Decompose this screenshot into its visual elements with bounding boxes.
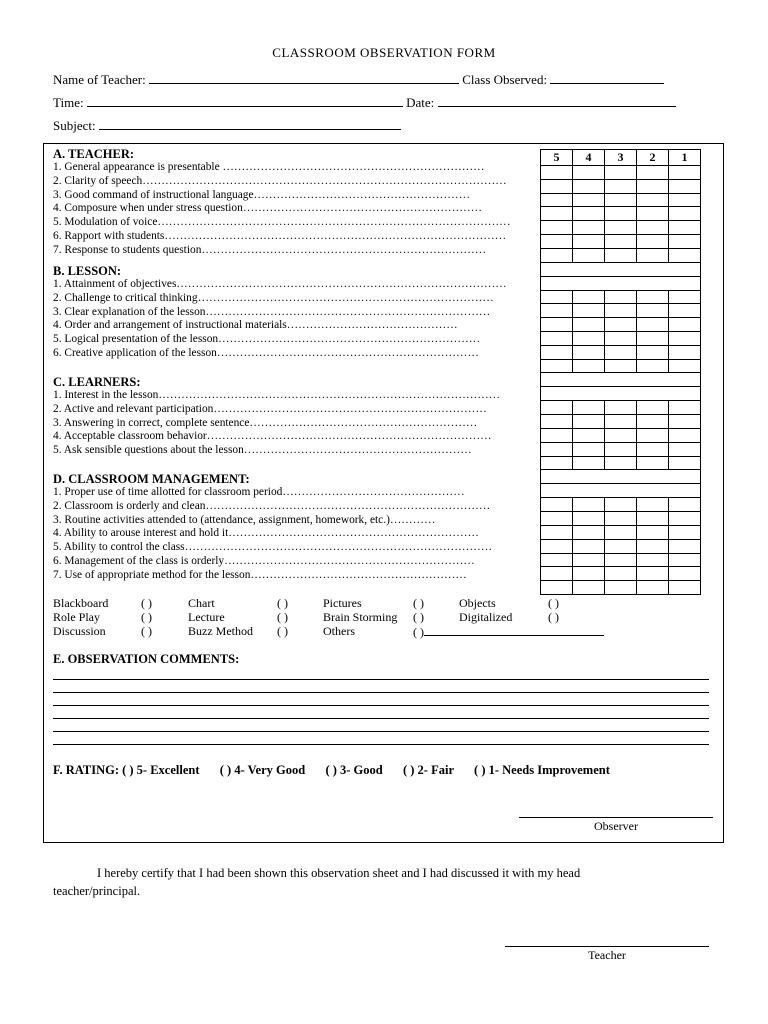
teacher-signature-line[interactable]: [505, 946, 709, 947]
rating-cell[interactable]: [605, 567, 637, 581]
rating-cell[interactable]: [669, 442, 701, 456]
section-lesson-items: [53, 278, 545, 361]
rating-cell[interactable]: [669, 539, 701, 553]
criterion-item: 7. Use of appropriate method for the lesson…………………………………………………: [53, 568, 467, 581]
rating-cell[interactable]: [541, 290, 573, 304]
comment-line[interactable]: [53, 744, 709, 745]
section-management-items: [53, 486, 545, 583]
aids-col-2-checks: [277, 597, 288, 638]
rating-cell[interactable]: [669, 345, 701, 359]
rating-cell[interactable]: [669, 498, 701, 512]
grid-rating-row: [541, 290, 701, 304]
criterion-item: 6. Creative application of the lesson……………………………………………………………: [53, 346, 479, 359]
aid-objects: Objects: [459, 596, 496, 610]
rating-cell[interactable]: [541, 553, 573, 567]
rating-cell[interactable]: [605, 166, 637, 180]
aid-pictures: Pictures: [323, 596, 362, 610]
criterion-item: 5. Ask sensible questions about the lesson……………………………………………………: [53, 444, 472, 457]
grid-rating-row: [541, 304, 701, 318]
rating-cell[interactable]: [573, 166, 605, 180]
aid-checkbox[interactable]: ( ): [141, 596, 152, 610]
grid-rating-row: [541, 567, 701, 581]
rating-cell[interactable]: [605, 539, 637, 553]
rating-cell[interactable]: [605, 359, 637, 373]
rating-cell[interactable]: [605, 553, 637, 567]
criterion-item: 2. Clarity of speech……………………………………………………………………………………: [53, 174, 507, 187]
rating-cell[interactable]: [573, 179, 605, 193]
grid-spacer-cell: [541, 276, 701, 290]
criterion-item: 4. Ability to arouse interest and hold it…………………………………………………………: [53, 527, 479, 540]
grid-spacer-row: [541, 262, 701, 276]
rating-cell[interactable]: [573, 359, 605, 373]
aid-checkbox[interactable]: ( ): [277, 609, 288, 624]
rating-cell[interactable]: [637, 498, 669, 512]
grid-rating-row: [541, 442, 701, 456]
grid-rating-row: [541, 498, 701, 512]
criterion-item: 1. Proper use of time allotted for classroom period…………………………………………: [53, 486, 465, 498]
rating-cell[interactable]: [605, 525, 637, 539]
rating-cell[interactable]: [637, 290, 669, 304]
rating-cell[interactable]: [573, 318, 605, 332]
rating-cell[interactable]: [605, 442, 637, 456]
rating-option-3[interactable]: ( ) 3- Good: [325, 763, 383, 777]
rating-cell[interactable]: [605, 456, 637, 470]
rating-cell[interactable]: [669, 456, 701, 470]
scale-2-header: 2: [637, 150, 669, 166]
comment-line[interactable]: [53, 705, 709, 706]
grid-spacer-cell: [541, 373, 701, 387]
comment-line[interactable]: [53, 731, 709, 732]
time-field[interactable]: [87, 94, 403, 107]
rating-cell[interactable]: [573, 221, 605, 235]
criterion-item: 1. General appearance is presentable ……………………………………………………………: [53, 161, 485, 173]
aid-checkbox[interactable]: ( ): [413, 609, 424, 624]
aid-checkbox[interactable]: ( ): [413, 596, 424, 610]
rating-cell[interactable]: [669, 553, 701, 567]
rating-option-1[interactable]: ( ) 1- Needs Improvement: [474, 763, 610, 777]
grid-rating-row: [541, 539, 701, 553]
rating-cell[interactable]: [541, 331, 573, 345]
rating-cell[interactable]: [541, 498, 573, 512]
aid-checkbox[interactable]: ( ): [548, 609, 559, 624]
rating-cell[interactable]: [573, 304, 605, 318]
rating-option-4[interactable]: ( ) 4- Very Good: [219, 763, 306, 777]
rating-cell[interactable]: [573, 498, 605, 512]
rating-cell[interactable]: [669, 401, 701, 415]
rating-cell[interactable]: [637, 179, 669, 193]
rating-cell[interactable]: [669, 525, 701, 539]
rating-cell[interactable]: [605, 581, 637, 595]
rating-cell[interactable]: [605, 304, 637, 318]
rating-cell[interactable]: [637, 456, 669, 470]
date-label: Date:: [406, 95, 435, 110]
section-teacher-items: [53, 161, 545, 258]
grid-spacer-cell: [541, 262, 701, 276]
rating-cell[interactable]: [637, 331, 669, 345]
grid-rating-row: [541, 331, 701, 345]
section-teacher-heading: A. TEACHER:: [53, 147, 135, 161]
rating-cell[interactable]: [573, 428, 605, 442]
aid-others: Others: [323, 623, 355, 638]
comment-line[interactable]: [53, 679, 709, 680]
rating-cell[interactable]: [605, 512, 637, 526]
criterion-item: 7. Response to students question…………………………………………………………………: [53, 243, 487, 256]
rating-cell[interactable]: [637, 415, 669, 429]
criterion-item: 4. Acceptable classroom behavior…………………………………………………………………: [53, 430, 492, 443]
aid-checkbox[interactable]: ( ): [277, 623, 288, 638]
rating-cell[interactable]: [541, 428, 573, 442]
grid-rating-row: [541, 207, 701, 221]
aid-checkbox[interactable]: ( ): [413, 624, 424, 639]
rating-cell[interactable]: [669, 359, 701, 373]
rating-cell[interactable]: [605, 345, 637, 359]
criterion-item: 3. Clear explanation of the lesson…………………………………………………………………: [53, 305, 491, 318]
aid-discussion: Discussion: [53, 623, 106, 638]
observer-signature-line[interactable]: [519, 817, 713, 818]
rating-cell[interactable]: [669, 304, 701, 318]
rating-cell[interactable]: [669, 428, 701, 442]
rating-cell[interactable]: [573, 442, 605, 456]
rating-cell[interactable]: [573, 193, 605, 207]
rating-cell[interactable]: [605, 179, 637, 193]
grid-rating-row: [541, 248, 701, 262]
rating-cell[interactable]: [605, 415, 637, 429]
certification-line-2: teacher/principal.: [53, 884, 141, 898]
criterion-item: 6. Management of the class is orderly…………………………………………………………: [53, 554, 475, 567]
rating-cell[interactable]: [541, 581, 573, 595]
rating-cell[interactable]: [669, 415, 701, 429]
rating-cell[interactable]: [541, 193, 573, 207]
rating-cell[interactable]: [637, 166, 669, 180]
rating-cell[interactable]: [637, 553, 669, 567]
criterion-item: 1. Interest in the lesson………………………………………………………………………………: [53, 389, 501, 401]
teacher-name-label: Name of Teacher:: [53, 72, 146, 87]
rating-cell[interactable]: [637, 248, 669, 262]
aids-col-4-checks: [548, 597, 559, 625]
rating-cell[interactable]: [637, 401, 669, 415]
rating-cell[interactable]: [669, 512, 701, 526]
grid-rating-row: [541, 401, 701, 415]
aids-col-4: [459, 597, 512, 625]
rating-cell[interactable]: [637, 525, 669, 539]
criterion-item: 5. Ability to control the class………………………………………………………………………: [53, 541, 493, 554]
date-field[interactable]: [438, 94, 676, 107]
criterion-item: 2. Challenge to critical thinking……………………………………………………………………: [53, 291, 494, 304]
rating-cell[interactable]: [541, 512, 573, 526]
grid-spacer-cell: [541, 387, 701, 401]
grid-spacer-cell: [541, 484, 701, 498]
rating-cell[interactable]: [669, 581, 701, 595]
grid-rating-row: [541, 581, 701, 595]
aids-col-2: [188, 597, 253, 638]
time-date-row: [53, 94, 676, 111]
rating-cell[interactable]: [573, 415, 605, 429]
class-observed-label: Class Observed:: [462, 72, 548, 87]
section-management-heading: D. CLASSROOM MANAGEMENT:: [53, 472, 250, 486]
section-lesson-heading: B. LESSON:: [53, 264, 122, 278]
rating-cell[interactable]: [541, 207, 573, 221]
aid-checkbox[interactable]: ( ): [141, 623, 152, 638]
others-specify-field[interactable]: [424, 625, 604, 636]
grid-rating-row: [541, 193, 701, 207]
criterion-item: 5. Logical presentation of the lesson……………………………………………………………: [53, 333, 481, 346]
criterion-item: 5. Modulation of voice…………………………………………………………………………………: [53, 216, 511, 229]
rating-cell[interactable]: [541, 234, 573, 248]
rating-cell[interactable]: [573, 401, 605, 415]
aid-lecture: Lecture: [188, 609, 225, 624]
class-observed-field[interactable]: [550, 71, 664, 84]
rating-cell[interactable]: [573, 581, 605, 595]
rating-cell[interactable]: [573, 456, 605, 470]
rating-cell[interactable]: [669, 318, 701, 332]
rating-cell[interactable]: [605, 498, 637, 512]
aids-col-1-checks: [141, 597, 152, 638]
scale-4-header: 4: [573, 150, 605, 166]
rating-cell[interactable]: [573, 331, 605, 345]
rating-cell[interactable]: [605, 193, 637, 207]
rating-cell[interactable]: [605, 290, 637, 304]
grid-rating-row: [541, 553, 701, 567]
rating-cell[interactable]: [541, 415, 573, 429]
rating-cell[interactable]: [669, 193, 701, 207]
aid-role-play: Role Play: [53, 609, 100, 624]
rating-cell[interactable]: [669, 331, 701, 345]
grid-rating-row: [541, 428, 701, 442]
comment-line[interactable]: [53, 692, 709, 693]
grid-rating-row: [541, 512, 701, 526]
subject-label: Subject:: [53, 118, 96, 133]
rating-cell[interactable]: [637, 359, 669, 373]
rating-cell[interactable]: [637, 442, 669, 456]
criterion-item: 6. Rapport with students………………………………………………………………………………: [53, 229, 507, 242]
grid-rating-row: [541, 415, 701, 429]
aid-checkbox[interactable]: ( ): [277, 596, 288, 610]
criterion-item: 3. Routine activities attended to (attendance, assignment, homework, etc.)…………: [53, 513, 436, 526]
section-learners-items: [53, 389, 545, 458]
criterion-item: 3. Good command of instructional language…………………………………………………: [53, 188, 470, 201]
criterion-item: 4. Order and arrangement of instructional materials………………………………………: [53, 319, 458, 332]
grid-rating-row: [541, 359, 701, 373]
rating-cell[interactable]: [541, 359, 573, 373]
grid-spacer-row: [541, 484, 701, 498]
rating-cell[interactable]: [573, 290, 605, 304]
rating-cell[interactable]: [573, 207, 605, 221]
rating-cell[interactable]: [605, 248, 637, 262]
aids-col-1: [53, 597, 108, 638]
page-title: CLASSROOM OBSERVATION FORM: [272, 45, 496, 60]
certification-line-1: I hereby certify that I had been shown this observation sheet and I had discussed it with my head: [97, 866, 581, 880]
grid-rating-row: [541, 179, 701, 193]
grid-rating-row: [541, 318, 701, 332]
grid-rating-row: [541, 525, 701, 539]
comment-line[interactable]: [53, 718, 709, 719]
rating-cell[interactable]: [573, 234, 605, 248]
comments-heading: E. OBSERVATION COMMENTS:: [53, 652, 240, 666]
criterion-item: 4. Composure when under stress question………………………………………………………: [53, 202, 483, 215]
grid-spacer-cell: [541, 470, 701, 484]
criterion-item: 2. Active and relevant participation………………………………………………………………: [53, 402, 487, 415]
aid-checkbox[interactable]: ( ): [548, 596, 559, 610]
rating-label: F. RATING:: [53, 763, 119, 777]
rating-cell[interactable]: [637, 207, 669, 221]
grid-spacer-row: [541, 373, 701, 387]
rating-cell[interactable]: [541, 401, 573, 415]
scale-1-header: 1: [669, 150, 701, 166]
rating-cell[interactable]: [669, 221, 701, 235]
rating-cell[interactable]: [541, 525, 573, 539]
rating-cell[interactable]: [637, 428, 669, 442]
rating-cell[interactable]: [637, 304, 669, 318]
rating-cell[interactable]: [541, 318, 573, 332]
rating-cell[interactable]: [605, 401, 637, 415]
rating-cell[interactable]: [541, 567, 573, 581]
subject-field[interactable]: [99, 117, 401, 130]
grid-rating-row: [541, 221, 701, 235]
rating-cell[interactable]: [573, 525, 605, 539]
scale-3-header: 3: [605, 150, 637, 166]
aid-chart: Chart: [188, 596, 215, 610]
rating-cell[interactable]: [669, 207, 701, 221]
rating-cell[interactable]: [637, 318, 669, 332]
rating-cell[interactable]: [605, 221, 637, 235]
rating-cell[interactable]: [605, 234, 637, 248]
rating-cell[interactable]: [637, 567, 669, 581]
rating-cell[interactable]: [637, 221, 669, 235]
grid-rating-row: [541, 345, 701, 359]
criterion-item: 1. Attainment of objectives……………………………………………………………………………: [53, 278, 507, 290]
rating-option-2[interactable]: ( ) 2- Fair: [402, 763, 454, 777]
rating-cell[interactable]: [669, 290, 701, 304]
aid-blackboard: Blackboard: [53, 596, 109, 610]
section-learners-heading: C. LEARNERS:: [53, 375, 141, 389]
rating-cell[interactable]: [573, 553, 605, 567]
aid-digitalized: Digitalized: [459, 609, 513, 624]
criterion-item: 2. Classroom is orderly and clean…………………………………………………………………: [53, 499, 491, 512]
teacher-sign-label: Teacher: [588, 948, 626, 962]
rating-cell[interactable]: [541, 248, 573, 262]
rating-cell[interactable]: [669, 179, 701, 193]
grid-spacer-row: [541, 276, 701, 290]
grid-rating-row: [541, 456, 701, 470]
aids-col-3: [323, 597, 397, 638]
rating-cell[interactable]: [669, 234, 701, 248]
aid-brain-storming: Brain Storming: [323, 609, 398, 624]
grid-rating-row: [541, 234, 701, 248]
rating-cell[interactable]: [541, 166, 573, 180]
aid-checkbox[interactable]: ( ): [141, 609, 152, 624]
criterion-item: 3. Answering in correct, complete sentence……………………………………………………: [53, 416, 478, 429]
rating-cell[interactable]: [669, 248, 701, 262]
rating-cell[interactable]: [605, 318, 637, 332]
rating-row: [53, 763, 610, 778]
rating-cell[interactable]: [669, 567, 701, 581]
rating-cell[interactable]: [541, 345, 573, 359]
rating-cell[interactable]: [637, 345, 669, 359]
rating-option-5[interactable]: ( ) 5- Excellent: [122, 763, 200, 777]
rating-cell[interactable]: [637, 512, 669, 526]
observer-label: Observer: [594, 819, 638, 833]
rating-cell[interactable]: [573, 345, 605, 359]
rating-cell[interactable]: [541, 221, 573, 235]
grid-spacer-row: [541, 470, 701, 484]
rating-grid: [540, 149, 701, 595]
rating-cell[interactable]: [637, 234, 669, 248]
rating-cell[interactable]: [573, 567, 605, 581]
scale-5-header: 5: [541, 150, 573, 166]
rating-cell[interactable]: [669, 166, 701, 180]
rating-cell[interactable]: [605, 207, 637, 221]
rating-cell[interactable]: [605, 331, 637, 345]
rating-cell[interactable]: [573, 248, 605, 262]
rating-cell[interactable]: [541, 304, 573, 318]
rating-cell[interactable]: [541, 179, 573, 193]
time-label: Time:: [53, 95, 84, 110]
rating-cell[interactable]: [573, 512, 605, 526]
teacher-name-field[interactable]: [149, 71, 459, 84]
subject-row: [53, 117, 401, 134]
rating-cell[interactable]: [605, 428, 637, 442]
teacher-name-row: [53, 71, 664, 88]
rating-cell[interactable]: [573, 539, 605, 553]
grid-spacer-row: [541, 387, 701, 401]
aid-buzz-method: Buzz Method: [188, 623, 253, 638]
rating-cell[interactable]: [541, 539, 573, 553]
rating-cell[interactable]: [541, 442, 573, 456]
grid-rating-row: [541, 166, 701, 180]
rating-cell[interactable]: [637, 581, 669, 595]
rating-cell[interactable]: [637, 539, 669, 553]
rating-cell[interactable]: [541, 456, 573, 470]
rating-cell[interactable]: [637, 193, 669, 207]
